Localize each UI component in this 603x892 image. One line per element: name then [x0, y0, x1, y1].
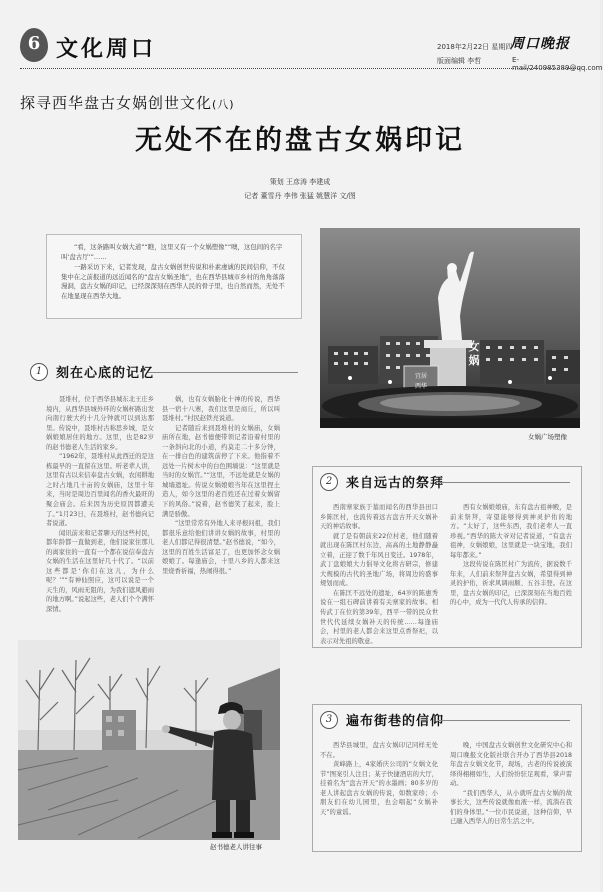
photo-caption: 女娲广场塑像	[528, 433, 567, 441]
sign-text: 西华	[414, 383, 427, 390]
pedestal-char: 娲	[468, 354, 480, 367]
article-paragraph: 西有女娲娘娘庙，东有盘古祖神殿，是前来祭拜，寄望能够得到神灵护佑的地方。“太好了，这些东西，我们老辈人一直珍视。”西华的陈大爷对记者说道，“有盘古祖神，女娲娘娘，这里就是一块宝地，我们每年都来。”	[450, 504, 572, 559]
article-paragraph: 西南寨家族于墓而闻名的西华县田口乡陈匡村，也流传着远古盘古开天女娲补天的神话故事。	[320, 504, 438, 531]
section-rule	[438, 482, 570, 483]
article-paragraph: 这段传说在陈匡村广为流传，据说数千年来，人们前来祭拜盘古女娲，希望得到神灵的护佑，祈求风调雨顺、五谷丰登。在这里，盘古女娲的印记，已深深刻在当地百姓的心中，成为一代代人传承的信仰。	[450, 561, 572, 607]
article-paragraph: 晚，中国盘古女娲创世文化研究中心和周口晚报文化版社联合开办了西华县2018年盘古女娲文化节，现场，古老的传说被演绎得栩栩如生，人们纷纷驻足观看，掌声雷动。	[450, 742, 572, 788]
article-paragraph: 在陈匡不远处的遗址，64岁的陈惠秀说在一组石碑前讲着有关寨家的故事。相传武丁在位的第39年，西平一带的民众世世代代延续女娲补天的传统……每逢庙会，村里的老人都会来这里点香祭祀，以表示对先祖的敬意。	[320, 589, 438, 645]
header-divider	[20, 68, 580, 69]
series-title	[20, 92, 235, 113]
section-title: 文化周口	[56, 36, 157, 62]
newspaper-logo: 周口晚报	[510, 36, 570, 52]
section-header	[30, 360, 300, 384]
byline-reporters: 记者 董雪丹 李伟 张猛 姚慧洋 文/图	[244, 192, 356, 200]
article-column	[450, 503, 572, 641]
series-part: (八)	[212, 98, 235, 111]
article-paragraph: 西华县城里，盘古女娲印记同样无处不在。	[320, 742, 438, 759]
section-number: 2	[320, 473, 338, 491]
article-paragraph: “这里常常有外地人来寻根问祖，我们都很乐意给他们讲讲女娲的故事，村里的老人们都记得很清楚。”赵书德说，“如今，这里的百姓生活富足了，也更加怀念女娲娘娘了。每逢庙会，十里八乡的人都来这里烧香祈福，热闹得很。”	[162, 520, 280, 575]
article-paragraph: 记者随后来到聂堆村的女娲庙，女娲庙所在地，赵书德便带领记者沿着村里的一条斜向北的小道，约莫走二十多分钟，在一排白色的建筑前停了下来。他指着不远处一片树木中的白色围墙说：“这里就是当时的女娲宫。”“这里，不远处就是女娲的城墙遗址。传说女娲娘娘当年在这里捏土造人，如今这里的老百姓还在过着女娲留下的风俗。”说着，赵书德笑了起来，脸上满是骄傲。	[162, 424, 280, 518]
series-title-text: 探寻西华盘古女娲创世文化	[20, 94, 213, 112]
article-column	[162, 395, 280, 627]
article-column	[320, 503, 438, 645]
article-paragraph: 就了是有朝前来22位村老，他们随着就出现在陈匡村东边，高高的土地静静矗立着，正迎了数千年风日变迁。1978年，武丁盘娘娘大力倡导文化将古研宗，修建大规模的古代的圣地广场，将周边的盛事规划而成。	[320, 532, 438, 588]
section-number: 3	[320, 711, 338, 729]
issue-date: 2018年2月22日 星期四	[437, 43, 513, 51]
section-number: 1	[30, 363, 48, 381]
article-paragraph: 聂堆村，位于西华县城东北王庄乡境内，从西华县城外环的女娲杯路出发向南行驶大约十几分钟就可以到达那里。传说中，聂堆村古称思乡城，是女娲娘娘居住的地方。这里，也是82岁的赵书德老人生活的家乡。	[46, 396, 154, 451]
article-paragraph: “1962年，聂堆村从此西迁的是这栋最早的一直留在这里。听老辈人讲，这里有古以来信奉盘古女娲，农闲耕地之时占地几十亩的女娲庙，这里十年来，当时是周边百里闻名的香火最旺的聚会庙会。后来因为历史原因都遭关了。”1月23日，在聂堆村，赵书德向记者说道。	[46, 453, 154, 528]
intro-box	[46, 234, 302, 319]
article-paragraph: “我们西华人，从小就听盘古女娲的故事长大，这些传说就像血液一样，流淌在我们的身体里。”一位市民说道，这种信仰，早已融入西华人的日常生活之中。	[450, 789, 572, 826]
statue-pedestal-text	[464, 340, 484, 368]
article-column	[450, 741, 572, 845]
pedestal-char: 女	[468, 340, 480, 353]
section-title: 遍布街巷的信仰	[346, 714, 445, 729]
section-header	[320, 470, 575, 494]
goddess-statue-photo	[320, 228, 580, 428]
page-number-badge: 6	[20, 28, 48, 62]
statue-sign-board	[406, 372, 436, 392]
byline-planners: 策划 王彦涛 李建成	[269, 178, 331, 186]
section-title: 来自远古的祭拜	[346, 476, 445, 491]
section-header	[320, 708, 575, 732]
page-editor: 版面编辑 李哲	[437, 57, 482, 65]
article-column	[46, 395, 154, 627]
intro-paragraph: 一路采访下来，记者发现，盘古女娲创世传说和朴素虔诚的民间信仰，不仅集中在之前报道的远近闻名的“盘古女娲圣地”，也在西华县城市乡村的角角落落漫洞，盘古女娲的印记，已经深深刻在西华人民的骨子里，也自然而然，无处不在地显现在西华大地。	[61, 263, 285, 300]
photo-caption: 赵书德老人讲往事	[210, 843, 262, 851]
article-paragraph: 黄峰路上，4家婚庆公司的“女娲文化节”图案引人注目；某子快捷酒店的大厅，挂着名为“盘古开天”的水墨画；80多岁的老人讲起盘古女娲的传说，如数家珍；小朋友们在幼儿园里，也会唱起“女娲补天”的童谣。	[320, 761, 438, 816]
article-column	[320, 741, 438, 845]
sign-text: 宜居	[414, 373, 427, 380]
section-title: 刻在心底的记忆	[56, 366, 155, 381]
editor-email: E-mail/240985389@qq.com	[512, 56, 603, 72]
elder-storyteller-photo	[18, 640, 280, 840]
section-rule	[438, 720, 570, 721]
section-rule	[148, 372, 298, 373]
article-paragraph: 闻讯前来和记者聊天的这些村民，都年龄都一直做到老，他们说家住那儿的离家住的一直有一个都在说信奉盘古女娲的生活在这里好几十代了。“以前这些都是‘你们在这儿，为什么呢？’”“有神仙照应，这可以说是一个天生的，风雨无阻的，为我们遮风避雨的地方啊。”说起这些，老人们个个满怀深情。	[46, 529, 154, 614]
headline: 无处不在的盘古女娲印记	[135, 125, 465, 156]
intro-paragraph: “看，这条路叫女娲大道”“瞧，这里又有一个女娲塑像”“噢，这包间的名字叫‘盘古厅’”……	[61, 243, 283, 261]
article-paragraph: 娲，也有女娲胎化十神的传说，西华县一宿十八寨，我们这里是商丘，所以叫聂堆村。”村民赵铁亮说道。	[162, 396, 280, 423]
